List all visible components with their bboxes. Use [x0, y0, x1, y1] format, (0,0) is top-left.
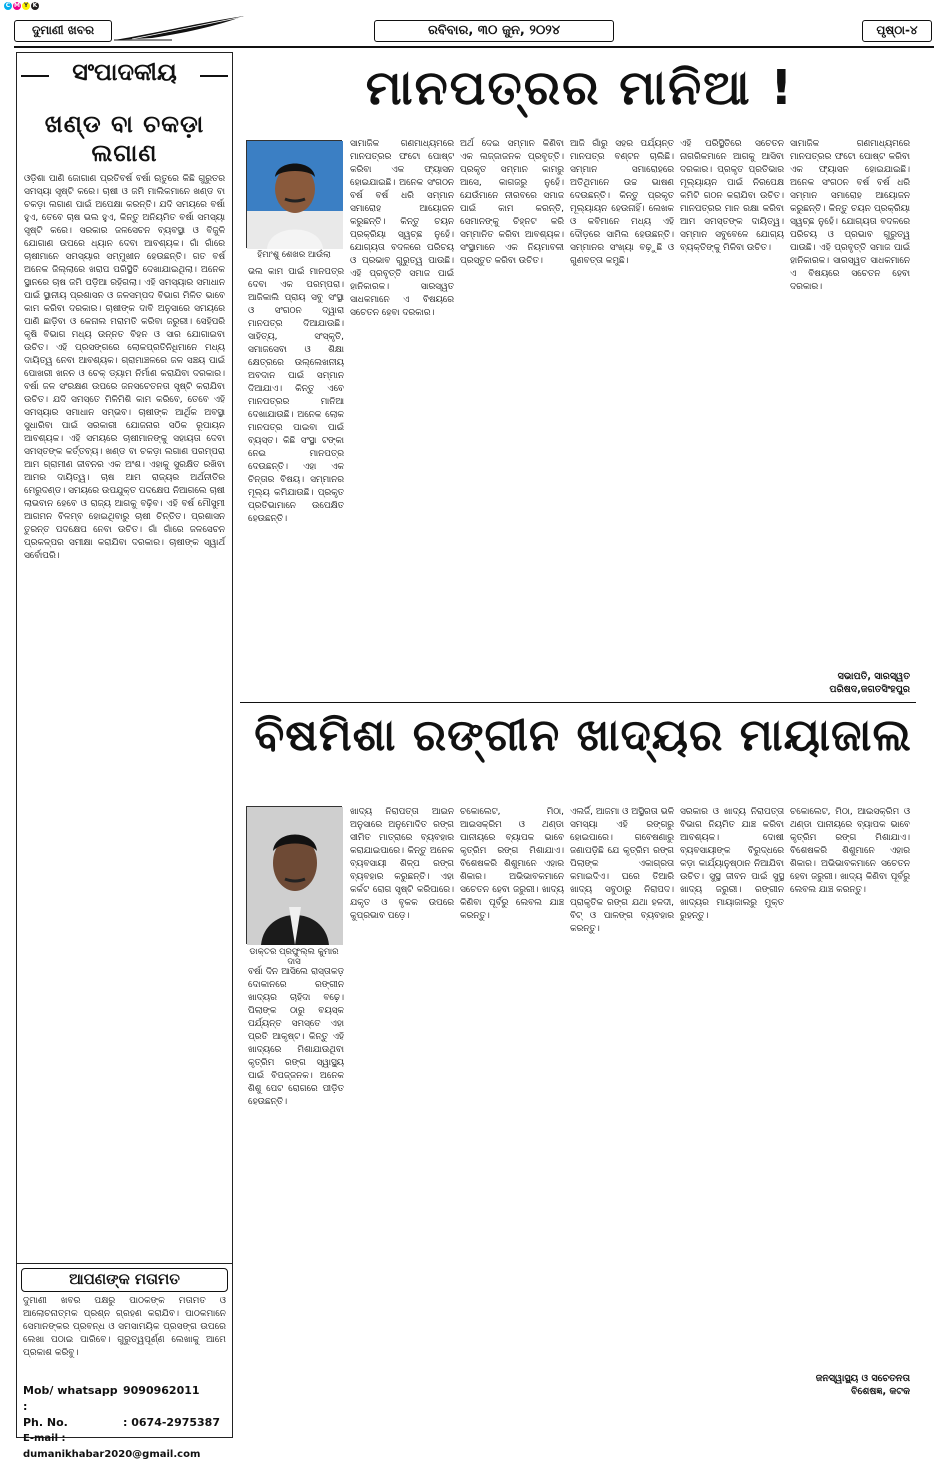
article1-col2: ସାମାଜିକ ଗଣମାଧ୍ୟମରେ ମାନପତ୍ରର ଫଟୋ ପୋଷ୍ଟ କରିବା ଏକ ଫ୍ୟାସନ ହୋଇଯାଇଛି। ଅନେକ ସଂଗଠନ ବର୍ଷ ବର୍ଷ ଧରି ସମ୍ମାନ ସମାରୋହ ଆୟୋଜନ କରୁଛନ୍ତି। କିନ୍ତୁ ଚୟନ ପ୍ରକ୍ରିୟା ସ୍ୱଚ୍ଛ ନୁହେଁ। ଯୋଗ୍ୟତା ବଦଳରେ ପରିଚୟ ଓ ପ୍ରଭାବ ଗୁରୁତ୍ୱ ପାଉଛି। ଏହି ପ୍ରବୃତ୍ତି ସମାଜ ପାଇଁ ହାନିକାରକ। ସାରସ୍ୱତ ସାଧକମାନେ ଏ ବିଷୟରେ ସଚେତନ ହେବା ଦରକାର।: [350, 139, 454, 318]
article1-col5: ଏହି ପରିସ୍ଥିତିରେ ସଚେତନ ନାଗରିକମାନେ ଆଗକୁ ଆସିବା ଦରକାର। ପ୍ରକୃତ ପ୍ରତିଭାର ମୂଲ୍ୟାୟନ ପାଇଁ ନିରପେକ୍ଷ କମିଟି ଗଠନ କରାଯିବା ଉଚିତ। ମାନପତ୍ରର ମାନ ରକ୍ଷା କରିବା ଆମ ସମସ୍ତଙ୍କ ଦାୟିତ୍ୱ। ସମ୍ମାନ ସବୁବେଳେ ଯୋଗ୍ୟ ବ୍ୟକ୍ତିଙ୍କୁ ମିଳିବା ଉଚିତ।: [680, 139, 784, 253]
article2-col3: ଚକୋଲେଟ, ମିଠା, ଆଇସକ୍ରିମ ଓ ଥଣ୍ଡା ପାନୀୟରେ ବ୍ୟାପକ ଭାବେ କୃତ୍ରିମ ରଙ୍ଗ ମିଶାଯାଏ। ବିଶେଷକରି ଶିଶୁମାନେ ଏହାର ଶିକାର। ଅଭିଭାବକମାନେ ସଚେତନ ହେବା ଜରୁରୀ। ଖାଦ୍ୟ କିଣିବା ପୂର୍ବରୁ ଲେବଲ ଯାଞ୍ଚ କରନ୍ତୁ।: [460, 807, 564, 921]
contact-label: Mob/ whatsapp :: [23, 1384, 118, 1413]
contact-row-phone: [23, 1415, 226, 1431]
opinion-body: ଦୁମାଣୀ ଖବର ପକ୍ଷରୁ ପାଠକଙ୍କ ମତାମତ ଓ ଆଲୋଚନାତ୍ମକ ପ୍ରଶ୍ନ ଗ୍ରହଣ କରାଯିବ। ପାଠକମାନେ ସେମାନଙ୍କର ପ୍ରବନ୍ଧ ଓ ସମସାମୟିକ ପ୍ରସଙ୍ଗ ଉପରେ ଲେଖା ପଠାଇ ପାରିବେ। ଗୁରୁତ୍ୱପୂର୍ଣ୍ଣ ଲେଖାକୁ ଆମେ ପ୍ରକାଶ କରିବୁ।: [23, 1296, 226, 1359]
reader-opinion-box: [17, 1263, 232, 1460]
article2-col4: ଏଲର୍ଜି, ଆଜମା ଓ ଅସ୍ଥିରତା ଭଳି ସମସ୍ୟା ଏହି ରଙ୍ଗରୁ ହୋଇପାରେ। ଗବେଷଣାରୁ ଜଣାପଡ଼ିଛି ଯେ କୃତ୍ରିମ ରଙ୍ଗ ପିଲାଙ୍କ ଏକାଗ୍ରତା କମାଇଦିଏ। ଘରେ ତିଆରି ଖାଦ୍ୟ ସବୁଠାରୁ ନିରାପଦ। ପ୍ରାକୃତିକ ରଙ୍ଗ ଯଥା ହଳଦୀ, ବିଟ୍ ଓ ପାଳଙ୍ଗ ବ୍ୟବହାର କରନ୍ତୁ।: [570, 807, 674, 934]
article1-col4: ଆଜି ଗାଁରୁ ସହର ପର୍ଯ୍ୟନ୍ତ ମାନପତ୍ର ବଣ୍ଟନ ଚାଲିଛି। ସମ୍ମାନ ସମାରୋହରେ ଅତିଥିମାନେ ଉଚ୍ଚ ଭାଷଣ ଦେଉଛନ୍ତି। କିନ୍ତୁ ପ୍ରକୃତ ମୂଲ୍ୟାୟନ ହେଉନାହିଁ। ଲେଖକ ଓ କବିମାନେ ମଧ୍ୟ ଏହି ଦୌଡ଼ରେ ସାମିଲ ହେଉଛନ୍ତି। ସମ୍ମାନର ସଂଖ୍ୟା ବଢ଼ୁଛି ଓ ଗୁଣବତ୍ତା କମୁଛି।: [570, 139, 674, 266]
contact-value: 9090962011: [123, 1384, 200, 1397]
article1-author-caption: ହିମାଂଶୁ ଶେଖର ଆଉଁଲା: [257, 250, 331, 260]
editorial-body: ଓଡ଼ିଶା ପାଣି ଜୋଗାଣ ପ୍ରତିବର୍ଷ ବର୍ଷା ଋତୁରେ କିଛି ଗୁରୁତର ସମସ୍ୟା ସୃଷ୍ଟି କରେ। ଚାଷୀ ଓ ଜମି ମାଲିକମାନେ ଖଣ୍ଡ ବା ଚକଡ଼ା ଲଗାଣ ପାଇଁ ଅପେକ୍ଷା କରନ୍ତି। ଯଦି ସମୟରେ ବର୍ଷା ହୁଏ, ତେବେ ଚାଷ ଭଲ ହୁଏ, କିନ୍ତୁ ଅନିୟମିତ ବର୍ଷା ସମସ୍ୟା ସୃଷ୍ଟି କରେ। ସରକାର ଜଳସେଚନ ବ୍ୟବସ୍ଥା ଓ ବିଜୁଳି ଯୋଗାଣ ଉପରେ ଧ୍ୟାନ ଦେବା ଆବଶ୍ୟକ। ଗାଁ ଗାଁରେ ଚାଷୀମାନେ ସମସ୍ୟାର ସମ୍ମୁଖୀନ ହେଉଛନ୍ତି। ଗତ ବର୍ଷ ଅନେକ ଜିଲ୍ଲାରେ ଖରାପ ପରିସ୍ଥିତି ଦେଖାଯାଇଥିଲା। ଅନେକ ସ୍ଥାନରେ ଚାଷ ଜମି ପଡ଼ିଆ ରହିଗଲା। ଏହି ସମସ୍ୟାର ସମାଧାନ ପାଇଁ ସ୍ଥାନୀୟ ପ୍ରଶାସନ ଓ ଜଳସମ୍ପଦ ବିଭାଗ ମିଳିତ ଭାବେ କାମ କରିବା ଦରକାର। ଚାଷୀଙ୍କ ଦାବି ଅନୁସାରେ ସମୟରେ ପାଣି ଛାଡ଼ିବା ଓ କେନାଲ ମରାମତି କରିବା ଜରୁରୀ। ସେହିପରି କୃଷି ବିଭାଗ ମଧ୍ୟ ଉନ୍ନତ ବିହନ ଓ ସାର ଯୋଗାଇବା ଉଚିତ। ଏହି ପ୍ରସଙ୍ଗରେ ଲୋକପ୍ରତିନିଧିମାନେ ମଧ୍ୟ ଦାୟିତ୍ୱ ନେବା ଆବଶ୍ୟକ। ଗ୍ରାମାଞ୍ଚଳରେ ଜଳ ସଞ୍ଚୟ ପାଇଁ ପୋଖରୀ ଖନନ ଓ ଚେକ୍ ଡ୍ୟାମ ନିର୍ମାଣ କରାଯିବା ଦରକାର। ବର୍ଷା ଜଳ ସଂରକ୍ଷଣ ଉପରେ ଜନସଚେତନତା ସୃଷ୍ଟି କରାଯିବା ଉଚିତ। ଯଦି ସମସ୍ତେ ମିଳିମିଶି କାମ କରିବେ, ତେବେ ଏହି ସମସ୍ୟାର ସମାଧାନ ସମ୍ଭବ। ଚାଷୀଙ୍କ ଆର୍ଥିକ ଅବସ୍ଥା ସୁଧାରିବା ପାଇଁ ସରକାରୀ ଯୋଜନାର ସଠିକ ରୂପାୟନ ଆବଶ୍ୟକ। ଏହି ସମୟରେ ଚାଷୀମାନଙ୍କୁ ସହାୟତା ଦେବା ସମସ୍ତଙ୍କ କର୍ତ୍ତବ୍ୟ। ଖଣ୍ଡ ବା ଚକଡ଼ା ଲଗାଣ ପରମ୍ପରା ଆମ ଗ୍ରାମୀଣ ଜୀବନର ଏକ ଅଂଶ। ଏହାକୁ ସୁରକ୍ଷିତ ରଖିବା ଆମର ଦାୟିତ୍ୱ। ଚାଷ ଆମ ରାଜ୍ୟର ଅର୍ଥନୀତିର ମେରୁଦଣ୍ଡ। ସମୟରେ ଉପଯୁକ୍ତ ପଦକ୍ଷେପ ନିଆଗଲେ ଚାଷୀ ଲାଭବାନ ହେବେ ଓ ରାଜ୍ୟ ଆଗକୁ ବଢ଼ିବ। ଏହି ବର୍ଷ ମୌସୁମୀ ଆଗମନ ବିଳମ୍ବ ହୋଇଥିବାରୁ ଚାଷୀ ଚିନ୍ତିତ। ପ୍ରଶାସନ ତୁରନ୍ତ ପଦକ୍ଷେପ ନେବା ଉଚିତ। ଗାଁ ଗାଁରେ ଜଳସେଚନ ପ୍ରକଳ୍ପର ସମୀକ୍ଷା କରାଯିବା ଦରକାର। ଚାଷୀଙ୍କ ସ୍ୱାର୍ଥ ସର୍ବୋପରି।: [24, 174, 225, 561]
contact-row-mobile: [23, 1383, 226, 1415]
article1-headline: ମାନପତ୍ରର ମାନିଆ !: [365, 60, 795, 116]
opinion-title: ଆପଣଙ୍କ ମତାମତ: [21, 1268, 228, 1292]
contact-label: Ph. No.: [23, 1416, 68, 1429]
contact-email[interactable]: E-mail : dumanikhabar2020@gmail.com: [23, 1433, 201, 1460]
article1-col3: ଅର୍ଥ ଦେଇ ସମ୍ମାନ କିଣିବା ଏକ ଲଜ୍ଜାଜନକ ପ୍ରବୃତ୍ତି। ପ୍ରକୃତ ସମ୍ମାନ କାମରୁ ଆସେ, କାଗଜରୁ ନୁହେଁ। ଯେଉଁମାନେ ନୀରବରେ ସମାଜ ପାଇଁ କାମ କରନ୍ତି, ସେମାନଙ୍କୁ ଚିହ୍ନଟ କରି ସମ୍ମାନିତ କରିବା ଆବଶ୍ୟକ। ସଂସ୍ଥାମାନେ ଏକ ନିୟମାବଳୀ ପ୍ରସ୍ତୁତ କରିବା ଉଚିତ।: [460, 139, 564, 266]
quill-pen-icon: [112, 14, 247, 42]
author-portrait-icon: [247, 141, 343, 249]
article2-author-photo: [246, 806, 342, 944]
magenta-dot: M: [14, 2, 20, 9]
author-portrait-icon: [247, 807, 343, 945]
banner-rule-left: [21, 75, 49, 77]
article2-col2: ଖାଦ୍ୟ ନିରାପତ୍ତା ଆଇନ ଅନୁସାରେ ଅନୁମୋଦିତ ରଙ୍ଗ ସୀମିତ ମାତ୍ରାରେ ବ୍ୟବହାର କରାଯାଇପାରେ। କିନ୍ତୁ ଅନେକ ବ୍ୟବସାୟୀ ଶିଳ୍ପ ରଙ୍ଗ ବ୍ୟବହାର କରୁଛନ୍ତି। ଏହା କର୍କଟ ରୋଗ ସୃଷ୍ଟି କରିପାରେ। ଯକୃତ ଓ ବୃକକ ଉପରେ କୁପ୍ରଭାବ ପଡ଼େ।: [350, 807, 454, 921]
article1-col1: ଭଲ କାମ ପାଇଁ ମାନପତ୍ର ଦେବା ଏକ ପରମ୍ପରା। ଆଜିକାଲି ପ୍ରାୟ ସବୁ ସଂସ୍ଥା ଓ ସଂଗଠନ ଦ୍ୱାରା ମାନପତ୍ର ଦିଆଯାଉଛି। ସାହିତ୍ୟ, ସଂସ୍କୃତି, ସମାଜସେବା ଓ ଶିକ୍ଷା କ୍ଷେତ୍ରରେ ଉଲ୍ଲେଖନୀୟ ଅବଦାନ ପାଇଁ ସମ୍ମାନ ଦିଆଯାଏ। କିନ୍ତୁ ଏବେ ମାନପତ୍ରର ମାନିଆ ଦେଖାଯାଉଛି। ଅନେକ ଲୋକ ମାନପତ୍ର ପାଇବା ପାଇଁ ବ୍ୟସ୍ତ। କିଛି ସଂସ୍ଥା ଟଙ୍କା ନେଇ ମାନପତ୍ର ଦେଉଛନ୍ତି। ଏହା ଏକ ଚିନ୍ତାର ବିଷୟ। ସମ୍ମାନର ମୂଲ୍ୟ କମିଯାଉଛି। ପ୍ରକୃତ ପ୍ରତିଭାମାନେ ଉପେକ୍ଷିତ ହେଉଛନ୍ତି।: [248, 267, 344, 524]
article2-col1: ବର୍ଷା ଦିନ ଆସିଲେ ରାସ୍ତାକଡ଼ ଦୋକାନରେ ରଙ୍ଗୀନ ଖାଦ୍ୟର ଚାହିଦା ବଢ଼େ। ପିଲାଙ୍କ ଠାରୁ ବୟସ୍କ ପର୍ଯ୍ୟନ୍ତ ସମସ୍ତେ ଏହା ପ୍ରତି ଆକୃଷ୍ଟ। କିନ୍ତୁ ଏହି ଖାଦ୍ୟରେ ମିଶାଯାଉଥିବା କୃତ୍ରିମ ରଙ୍ଗ ସ୍ୱାସ୍ଥ୍ୟ ପାଇଁ ବିପଜ୍ଜନକ। ଅନେକ ଶିଶୁ ପେଟ ରୋଗରେ ପୀଡ଼ିତ ହେଉଛନ୍ତି।: [248, 967, 344, 1107]
page-header: [14, 12, 934, 44]
contact-info: [23, 1383, 226, 1463]
article2-col5: ସରକାର ଓ ଖାଦ୍ୟ ନିରାପତ୍ତା ବିଭାଗ ନିୟମିତ ଯାଞ୍ଚ କରିବା ଆବଶ୍ୟକ। ଦୋଷୀ ବ୍ୟବସାୟୀଙ୍କ ବିରୁଦ୍ଧରେ କଡ଼ା କାର୍ଯ୍ୟାନୁଷ୍ଠାନ ନିଆଯିବା ଉଚିତ। ସୁସ୍ଥ ଜୀବନ ପାଇଁ ସୁସ୍ଥ ଖାଦ୍ୟ ଜରୁରୀ। ରଙ୍ଗୀନ ଖାଦ୍ୟର ମାୟାଜାଲରୁ ମୁକ୍ତ ରୁହନ୍ତୁ।: [680, 807, 784, 921]
black-dot: K: [32, 2, 38, 9]
article1-col6: ସାମାଜିକ ଗଣମାଧ୍ୟମରେ ମାନପତ୍ରର ଫଟୋ ପୋଷ୍ଟ କରିବା ଏକ ଫ୍ୟାସନ ହୋଇଯାଇଛି। ଅନେକ ସଂଗଠନ ବର୍ଷ ବର୍ଷ ଧରି ସମ୍ମାନ ସମାରୋହ ଆୟୋଜନ କରୁଛନ୍ତି। କିନ୍ତୁ ଚୟନ ପ୍ରକ୍ରିୟା ସ୍ୱଚ୍ଛ ନୁହେଁ। ଯୋଗ୍ୟତା ବଦଳରେ ପରିଚୟ ଓ ପ୍ରଭାବ ଗୁରୁତ୍ୱ ପାଉଛି। ଏହି ପ୍ରବୃତ୍ତି ସମାଜ ପାଇଁ ହାନିକାରକ। ସାରସ୍ୱତ ସାଧକମାନେ ଏ ବିଷୟରେ ସଚେତନ ହେବା ଦରକାର।: [790, 139, 910, 292]
contact-value: : 0674-2975387: [123, 1416, 220, 1429]
page-number: ପୃଷ୍ଠା-୪: [862, 20, 932, 42]
editorial-banner: [17, 53, 232, 99]
article-divider: [240, 702, 916, 703]
article2-signature: ଜନସ୍ୱାସ୍ଥ୍ୟ ଓ ସଚେତନତା ବିଶେଷଜ୍ଞ, କଟକ: [815, 1373, 910, 1398]
cmyk-registration-marks: [4, 2, 39, 10]
yellow-dot: Y: [23, 2, 29, 9]
article2-headline: ବିଷମିଶା ରଙ୍ଗୀନ ଖାଦ୍ୟର ମାୟାଜାଲ: [254, 710, 912, 761]
cyan-dot: C: [5, 2, 11, 9]
article2-author-caption: ଡାକ୍ତର ପ୍ରଫୁଲ୍ଲ କୁମାର ଦାସ: [249, 947, 339, 967]
masthead: ଦୁମାଣୀ ଖବର: [14, 20, 112, 42]
header-rule: [14, 46, 934, 48]
issue-date: ରବିବାର, ୩୦ ଜୁନ, ୨୦୨୪: [374, 20, 614, 42]
article1-signature: ସଭାପତି, ସାରସ୍ୱତ ପରିଷଦ,ଜଗତସିଂହପୁର: [829, 671, 910, 696]
article2-col6: ଚକୋଲେଟ, ମିଠା, ଆଇସକ୍ରିମ ଓ ଥଣ୍ଡା ପାନୀୟରେ ବ୍ୟାପକ ଭାବେ କୃତ୍ରିମ ରଙ୍ଗ ମିଶାଯାଏ। ବିଶେଷକରି ଶିଶୁମାନେ ଏହାର ଶିକାର। ଅଭିଭାବକମାନେ ସଚେତନ ହେବା ଜରୁରୀ। ଖାଦ୍ୟ କିଣିବା ପୂର୍ବରୁ ଲେବଲ ଯାଞ୍ଚ କରନ୍ତୁ।: [790, 807, 910, 895]
editorial-section-title: ସଂପାଦକୀୟ: [72, 57, 177, 86]
article1-author-photo: [246, 140, 342, 248]
banner-rule-right: [200, 75, 228, 77]
editorial-column: [16, 52, 233, 1460]
editorial-headline: ଖଣ୍ଡ ବା ଚକଡ଼ା ଲଗାଣ: [44, 109, 205, 167]
